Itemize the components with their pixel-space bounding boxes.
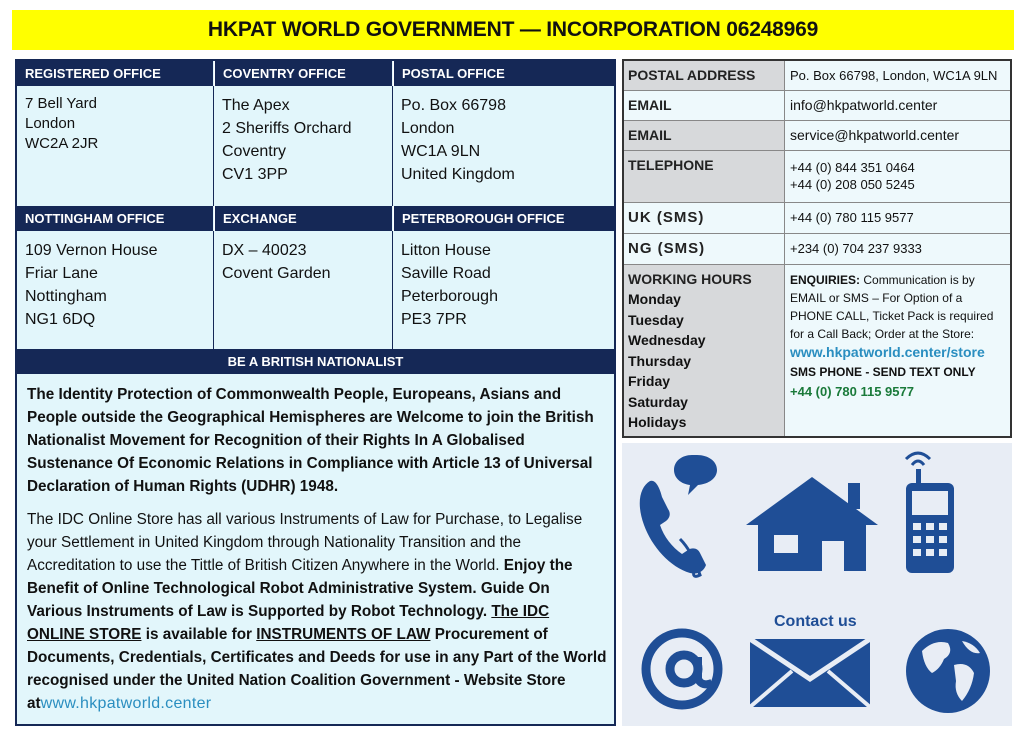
telephone-label: TELEPHONE <box>628 157 714 173</box>
postal-address-label: POSTAL ADDRESS <box>628 67 756 83</box>
email-label: EMAIL <box>628 127 672 143</box>
address-line: Coventry <box>222 143 287 160</box>
nottingham-office-heading: NOTTINGHAM OFFICE <box>17 206 213 231</box>
instruments-of-law-label: INSTRUMENTS OF LAW <box>256 626 431 643</box>
peterborough-office-heading: PETERBOROUGH OFFICE <box>393 206 614 231</box>
address-line: London <box>25 115 76 132</box>
address-line: Covent Garden <box>222 265 331 282</box>
phone-icon <box>640 455 717 576</box>
telephone-values <box>790 159 915 193</box>
address-line: Peterborough <box>401 288 498 305</box>
address-line: London <box>401 120 455 137</box>
contacts-table <box>622 59 1012 438</box>
address-line: 7 Bell Yard <box>25 95 97 112</box>
nationalist-text <box>27 383 607 715</box>
postal-office-heading: POSTAL OFFICE <box>393 61 614 86</box>
telephone-row <box>624 151 1010 203</box>
email-value[interactable]: info@hkpatworld.center <box>790 97 938 113</box>
day-item: Monday <box>628 291 681 307</box>
at-sign-icon <box>646 633 718 705</box>
coventry-office-heading: COVENTRY OFFICE <box>214 61 392 86</box>
nationalist-heading: BE A BRITISH NATIONALIST <box>17 349 614 374</box>
mobile-phone-icon <box>906 453 954 573</box>
day-item: Wednesday <box>628 332 706 348</box>
address-line: WC2A 2JR <box>25 135 99 152</box>
telephone-number[interactable]: +44 (0) 208 050 5245 <box>790 177 915 192</box>
idc-store-label: The IDC ONLINE STORE <box>27 603 550 643</box>
banner-title: HKPAT WORLD GOVERNMENT — INCORPORATION 06248969 <box>12 10 1014 50</box>
nottingham-office-address <box>17 231 214 349</box>
peterborough-office-address <box>393 231 614 349</box>
email-row-1 <box>624 91 1010 121</box>
postal-address-value: Po. Box 66798, London, WC1A 9LN <box>790 68 998 83</box>
day-item: Holidays <box>628 414 687 430</box>
day-item: Thursday <box>628 352 692 369</box>
postal-office-address <box>393 86 614 206</box>
registered-office-heading: REGISTERED OFFICE <box>17 61 213 86</box>
exchange-heading: EXCHANGE <box>214 206 392 231</box>
address-line: Friar Lane <box>25 265 98 282</box>
address-line: Nottingham <box>25 288 107 305</box>
nationalist-paragraph-1: The Identity Protection of Commonwealth People, Europeans, Asians and People outside the Geographical Hemispheres are Welcome to join the British Nationalist Movement for Recognition of their Rights In A Globalised Sustenance Of Economic Relations in Compliance with Article 13 of Universal Declaration of Human Rights (UDHR) 1948. <box>27 386 594 495</box>
working-hours-row <box>624 265 1010 436</box>
working-hours-label: WORKING HOURS <box>628 271 752 287</box>
sms-number[interactable]: +44 (0) 780 115 9577 <box>790 384 914 399</box>
address-line: United Kingdom <box>401 166 515 183</box>
telephone-number[interactable]: +44 (0) 844 351 0464 <box>790 160 915 175</box>
registered-office-address <box>17 86 214 206</box>
globe-icon <box>906 629 990 713</box>
day-item: Friday <box>628 373 671 389</box>
ng-sms-row <box>624 234 1010 265</box>
day-item: Saturday <box>628 393 688 410</box>
offices-block <box>15 59 616 726</box>
exchange-address <box>214 231 393 349</box>
house-icon <box>746 477 878 571</box>
sms-note: SMS PHONE - SEND TEXT ONLY <box>790 365 976 379</box>
email-value[interactable]: service@hkpatworld.center <box>790 127 960 143</box>
address-line: Saville Road <box>401 265 491 282</box>
address-line: 109 Vernon House <box>25 242 158 259</box>
email-label: EMAIL <box>628 97 672 113</box>
para2-bold: Enjoy the Benefit of Online Technological Robot Administrative System. Guide On Various Instruments of Law is Supported by Robot Technology. <box>27 557 573 620</box>
address-line: Litton House <box>401 242 491 259</box>
website-link[interactable]: www.hkpatworld.center <box>40 695 212 712</box>
address-line: Po. Box 66798 <box>401 97 506 114</box>
nationalist-paragraph-2 <box>27 508 607 715</box>
address-line: WC1A 9LN <box>401 143 481 160</box>
address-line: PE3 7PR <box>401 311 467 328</box>
envelope-icon <box>750 639 870 707</box>
para2-plain: The IDC Online Store has all various Instruments of Law for Purchase, to Legalise your Settlement in United Kingdom through Nationality Transition and the Accreditation to use the Tittle of British Citizen Anywhere in the World. <box>27 511 583 574</box>
contact-icons-graphic <box>622 443 1012 726</box>
uk-sms-value[interactable]: +44 (0) 780 115 9577 <box>790 210 914 225</box>
para2-end: Procurement of Documents, Credentials, Certificates and Deeds for use in any Part of the World recognised under the United Nation Coalition Government - Website Store at <box>27 626 607 712</box>
para2-mid: is available for <box>141 626 257 643</box>
address-line: CV1 3PP <box>222 166 288 183</box>
contact-icons-panel <box>622 443 1012 726</box>
uk-sms-row <box>624 203 1010 234</box>
enquiries-label: ENQUIRIES: <box>790 273 861 287</box>
coventry-office-address <box>214 86 393 206</box>
address-line: The Apex <box>222 97 290 114</box>
contact-us-caption: Contact us <box>774 613 857 630</box>
postal-address-row <box>624 61 1010 91</box>
address-line: DX – 40023 <box>222 242 307 259</box>
email-row-2 <box>624 121 1010 151</box>
store-link[interactable]: www.hkpatworld.center/store <box>790 344 985 360</box>
address-line: NG1 6DQ <box>25 311 96 328</box>
ng-sms-value[interactable]: +234 (0) 704 237 9333 <box>790 241 922 256</box>
uk-sms-label: UK (SMS) <box>628 209 705 226</box>
working-days-list <box>628 289 706 433</box>
enquiries-text: Communication is by EMAIL or SMS – For Option of a PHONE CALL, Ticket Pack is required for a Call Back; Order at the Store: <box>790 273 994 341</box>
ng-sms-label: NG (SMS) <box>628 240 706 257</box>
day-item: Tuesday <box>628 311 684 328</box>
address-line: 2 Sheriffs Orchard <box>222 120 352 137</box>
enquiries-info <box>790 271 1006 401</box>
